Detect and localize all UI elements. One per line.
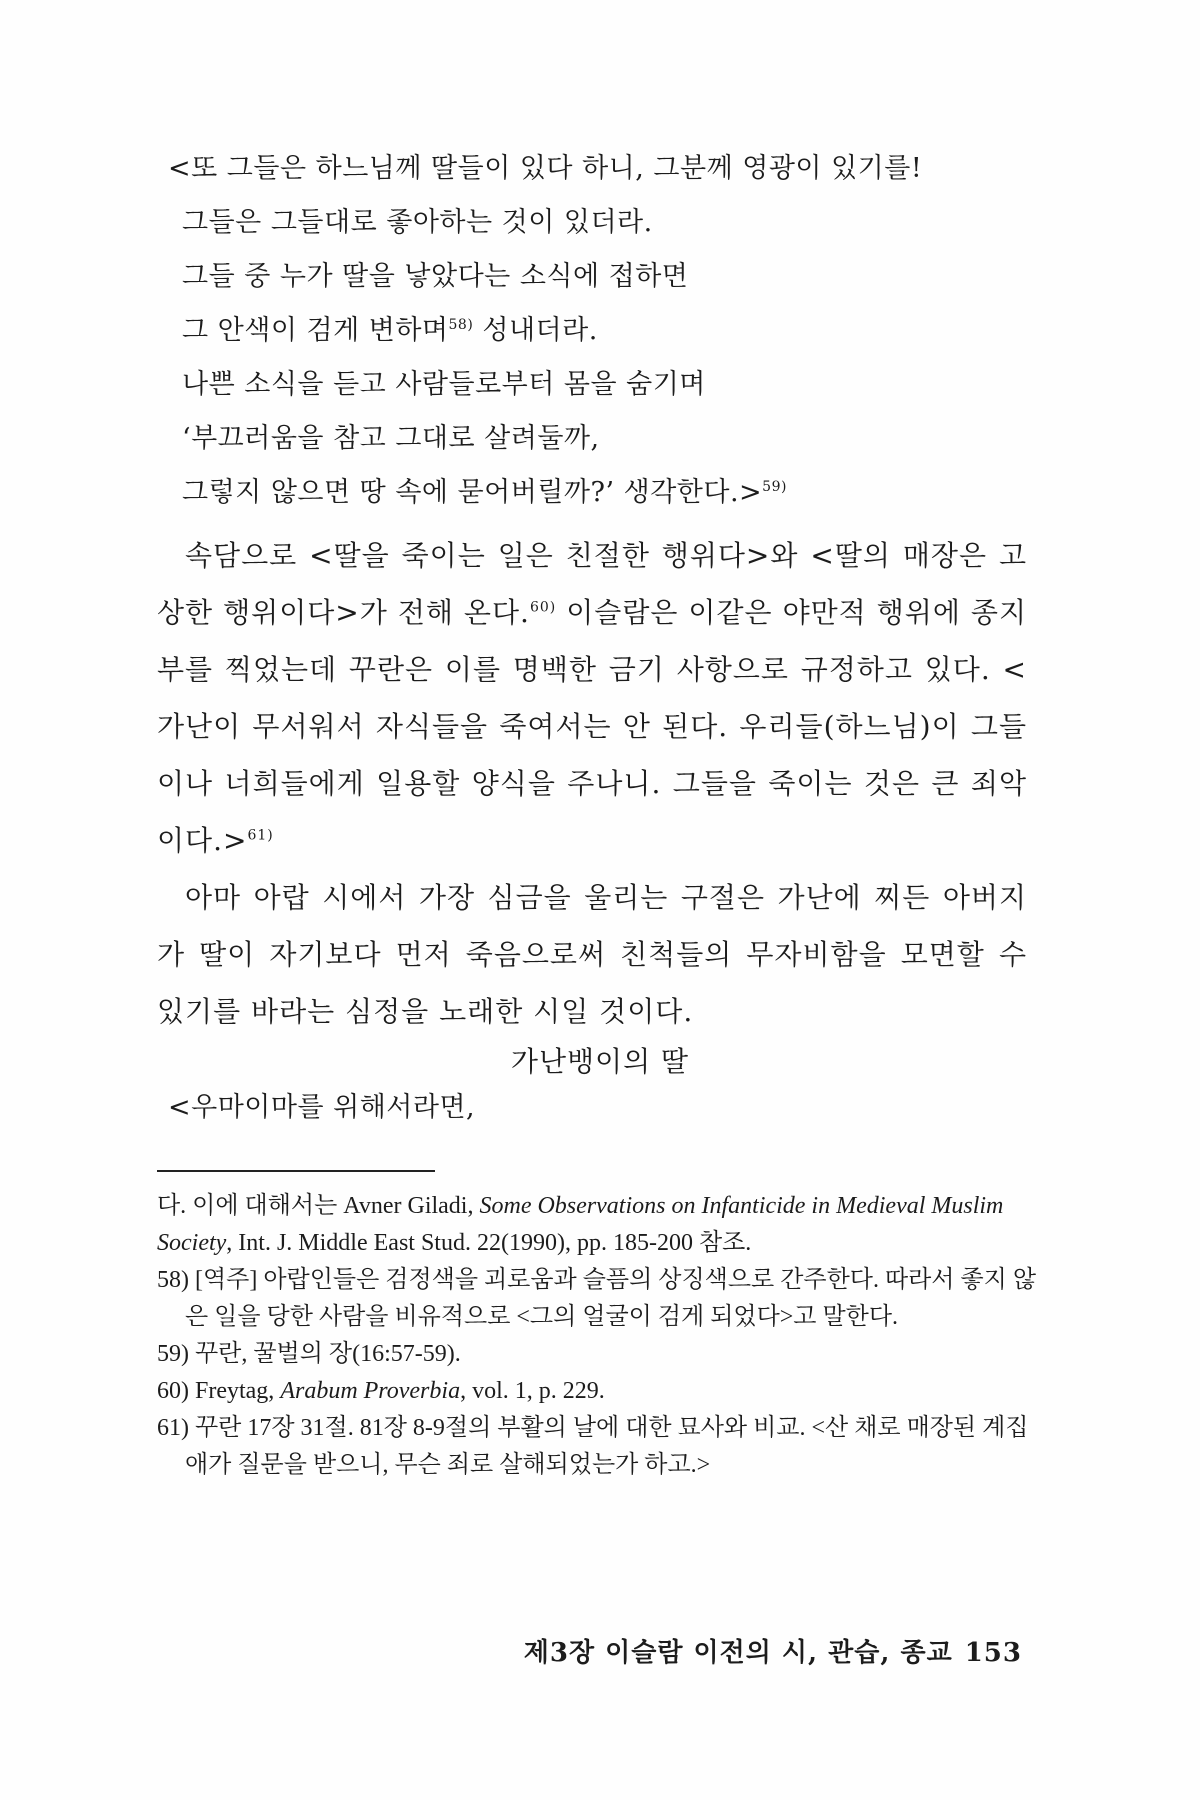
footnote-continuation: 다. 이에 대해서는 Avner Giladi, Some Observations on Infanticide in Medieval Muslim Society, Int. J. Middle East Stud. 22(1990), pp. 185-200 참조. (157, 1193, 1004, 1256)
paragraph: 아마 아랍 시에서 가장 심금을 울리는 구절은 가난에 찌든 아버지가 딸이 자기보다 먼저 죽음으로써 친척들의 무자비함을 모면할 수 있기를 바라는 심정을 노래한 시일 것이다. (157, 881, 1027, 1028)
paragraph: 속담으로 <딸을 죽이는 일은 친절한 행위다>와 <딸의 매장은 고상한 행위이다>가 전해 온다.$^{60)}$ 이슬람은 이같은 야만적 행위에 종지부를 찍었는데 꾸란은 이를 명백한 금기 사항으로 규정하고 있다. <가난이 무서워서 자식들을 죽여서는 안 된다. 우리들(하느님)이 그들이나 너희들에게 일용할 양식을 주나니. 그들을 죽이는 것은 큰 죄악이다.>$^{61)}$ (157, 539, 1027, 857)
running-footer (524, 1632, 1022, 1669)
poem-title: 가난뱅이의 딸 (510, 1045, 690, 1078)
page-number: 153 (964, 1638, 1022, 1668)
poem-line: 그렇지 않으면 땅 속에 묻어버릴까?’ 생각한다.>$^{59)}$ (182, 477, 787, 508)
poem-line: 그 안색이 검게 변하며$^{58)}$ 성내더라. (182, 315, 598, 346)
footnote-58: 58) [역주] 아랍인들은 검정색을 괴로움과 슬픔의 상징색으로 간주한다. 따라서 좋지 않은 일을 당한 사람을 비유적으로 <그의 얼굴이 검게 되었다>고 말한다. (157, 1267, 1037, 1330)
poem-line: 나쁜 소식을 듣고 사람들로부터 몸을 숨기며 (182, 369, 706, 400)
poem-line: <우마이마를 위해서라면, (168, 1092, 476, 1123)
footnote-60: 60) Freytag, Arabum Proverbia, vol. 1, p. 229. (157, 1378, 605, 1404)
footnote-61: 61) 꾸란 17장 31절. 81장 8-9절의 부활의 날에 대한 묘사와 비교. <산 채로 매장된 계집애가 질문을 받으니, 무슨 죄로 살해되었는가 하고.> (157, 1415, 1029, 1478)
footnotes (157, 1188, 1037, 1484)
poem-line: ‘부끄러움을 참고 그대로 살려둘까, (182, 423, 600, 454)
footnote-ref-60: 60) (529, 599, 557, 616)
footnote-ref-58: 58) (448, 317, 474, 333)
poem-line: <또 그들은 하느님께 딸들이 있다 하니, 그분께 영광이 있기를! (168, 153, 923, 184)
footnote-ref-59: 59) (762, 479, 787, 495)
body-text (157, 527, 1027, 1040)
poem-line: 그들 중 누가 딸을 낳았다는 소식에 접하면 (182, 261, 689, 292)
footnote-59: 59) 꾸란, 꿀벌의 장(16:57-59). (157, 1341, 461, 1367)
chapter-title: 제3장 이슬람 이전의 시, 관습, 종교 (523, 1638, 953, 1668)
footnote-ref-61: 61) (247, 827, 274, 844)
poem-line: 그들은 그들대로 좋아하는 것이 있더라. (182, 207, 653, 238)
footnote-divider (157, 1170, 435, 1172)
poem-quote (168, 142, 1028, 520)
